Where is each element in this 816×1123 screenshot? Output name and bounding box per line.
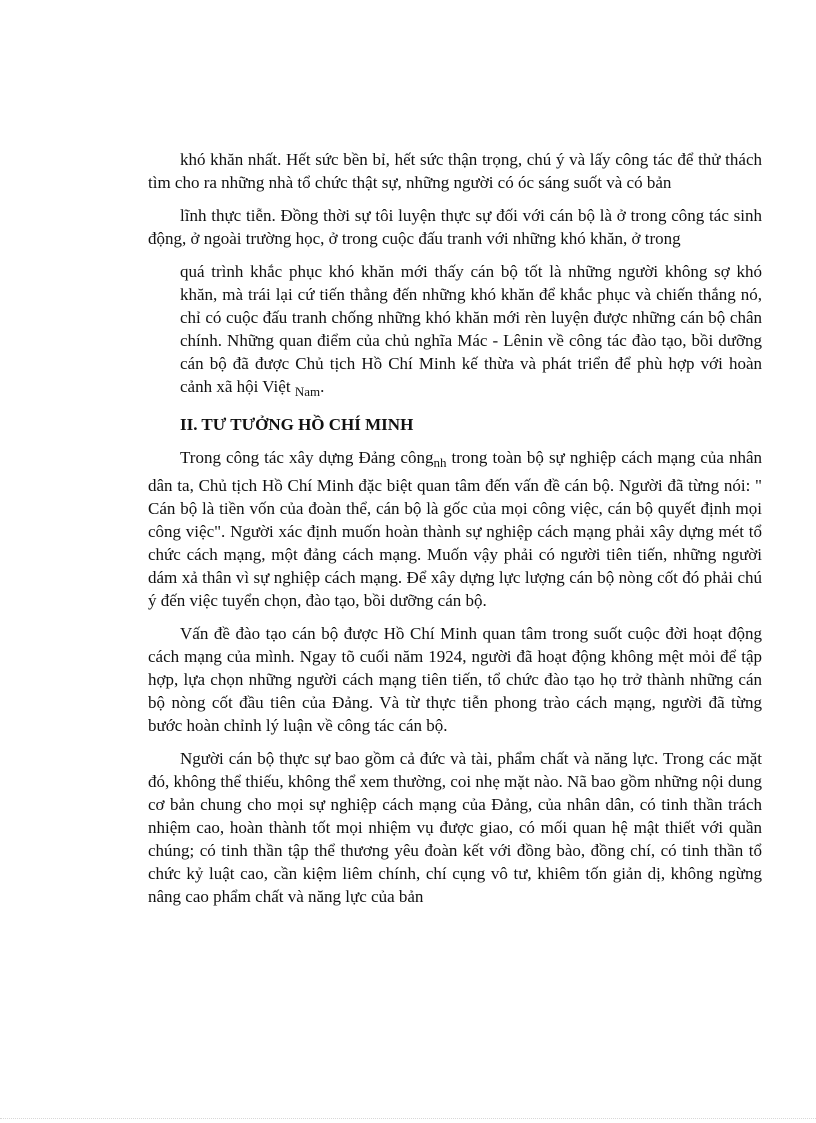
- paragraph-4-rest: trong toàn bộ sự nghiệp cách mạng của nhân dân ta, Chủ tịch Hồ Chí Minh đặc biệt quan tâm đến vấn đề cán bộ. Người đã từng nói: " Cán bộ là tiền vốn của đoàn thể, cán bộ là gốc của mọi công việc, cán bộ quyết định mọi công việc". Người xác định muốn hoàn thành sự nghiệp cách mạng phải xây dựng mét tổ chức cách mạng, một đảng cách mạng. Muốn vậy phải có người tiên tiến, những người dám xả thân vì sự nghiệp cách mạng. Để xây dựng lực lượng cán bộ nòng cốt đó phải chú ý đến việc tuyển chọn, đào tạo, bồi dưỡng cán bộ.: [148, 448, 763, 610]
- paragraph-3-subscript: Nam: [294, 384, 321, 399]
- paragraph-1: khó khăn nhất. Hết sức bền bỉ, hết sức thận trọng, chú ý và lấy công tác để thử thách tìm cho ra những nhà tổ chức thật sự, những người có óc sáng suốt và có bản: [148, 150, 762, 192]
- paragraph-2: lĩnh thực tiễn. Đồng thời sự tôi luyện thực sự đối với cán bộ là ở trong công tác sinh động, ở ngoài trường học, ở trong cuộc đấu tranh với những khó khăn, ở trong: [148, 206, 762, 248]
- paragraph-3-text: quá trình khắc phục khó khăn mới thấy cán bộ tốt là những người không sợ khó khăn, mà trái lại cứ tiến thẳng đến những khó khăn để khắc phục và chiến thắng nó, chỉ có cuộc đấu tranh chống những khó khăn mới rèn luyện được những cán bộ chân chính. Những quan điểm của chủ nghĩa Mác - Lênin về công tác đào tạo, bồi dưỡng cán bộ đã được Chủ tịch Hồ Chí Minh kế thừa và phát triển để phù hợp với hoàn cảnh xã hội Việt: [180, 262, 762, 396]
- paragraph-3: [148, 260, 762, 403]
- page-bottom-border: [0, 1118, 816, 1119]
- document-body: [148, 148, 762, 918]
- section-heading: II. TƯ TƯỞNG HỒ CHÍ MINH: [180, 415, 414, 434]
- paragraph-3-period: .: [320, 377, 325, 396]
- paragraph-4-start: Trong công tác xây dựng Đảng công: [180, 448, 434, 467]
- paragraph-6: Người cán bộ thực sự bao gồm cả đức và tài, phẩm chất và năng lực. Trong các mặt đó, không thể thiếu, không thể xem thường, coi nhẹ mặt nào. Nã bao gồm những nội dung cơ bản chung cho mọi sự nghiệp cách mạng của Đảng, của nhân dân, có tinh thần trách nhiệm cao, hoàn thành tốt mọi nhiệm vụ được giao, có mối quan hệ mật thiết với quần chúng; có tinh thần tập thể thương yêu đoàn kết với đồng bào, đồng chí, có tinh thần tổ chức kỷ luật cao, cần kiệm liêm chính, chí cụng vô tư, khiêm tốn giản dị, không ngừng nâng cao phẩm chất và năng lực của bản: [148, 749, 762, 906]
- paragraph-5: Vấn đề đào tạo cán bộ được Hồ Chí Minh quan tâm trong suốt cuộc đời hoạt động cách mạng của mình. Ngay tõ cuối năm 1924, người đã hoạt động không mệt mỏi để tập hợp, lựa chọn những người cách mạng tiên tiến, tổ chức đào tạo họ trở thành những cán bộ nòng cốt đầu tiên của Đảng. Và từ thực tiễn phong trào cách mạng, người đã từng bước hoàn chỉnh lý luận về công tác cán bộ.: [148, 624, 762, 735]
- paragraph-4-subscript: nh: [433, 455, 447, 470]
- paragraph-4: [148, 446, 762, 612]
